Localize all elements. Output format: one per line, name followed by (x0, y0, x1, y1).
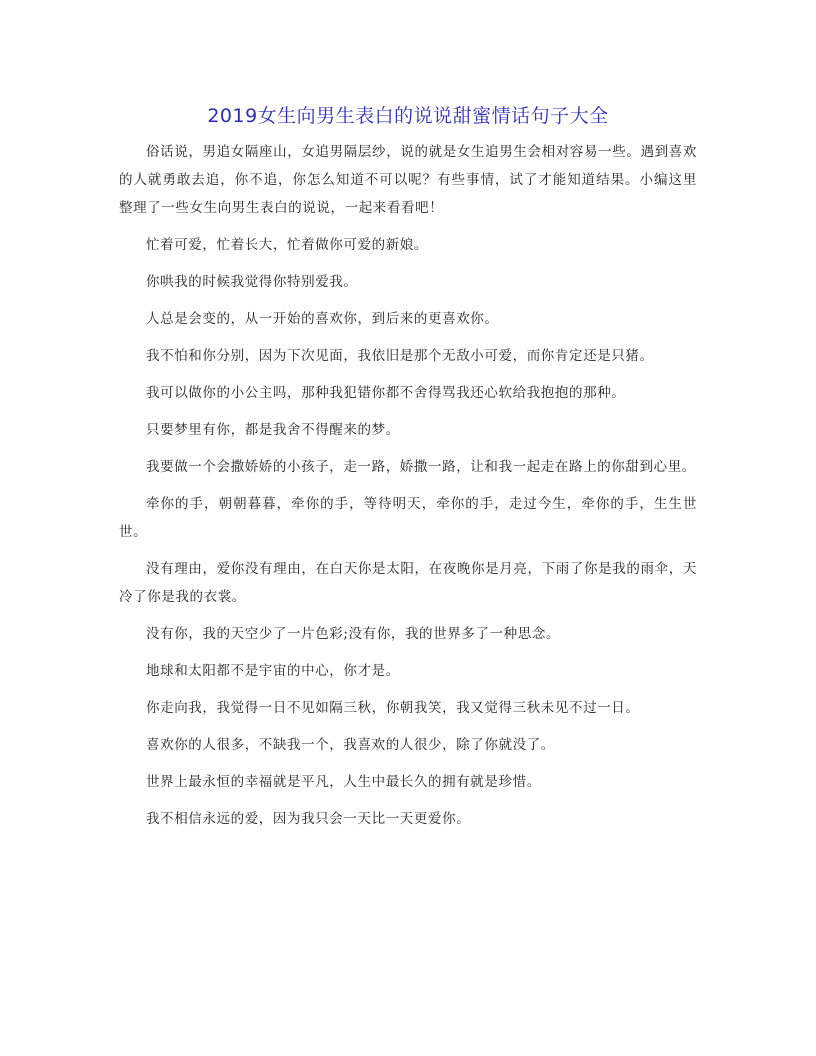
paragraph: 我可以做你的小公主吗，那种我犯错你都不舍得骂我还心软给我抱抱的那种。 (146, 385, 626, 401)
paragraph: 地球和太阳都不是宇宙的中心，你才是。 (146, 663, 400, 679)
paragraph: 俗话说，男追女隔座山，女追男隔层纱，说的就是女生追男生会相对容易一些。遇到喜欢的人就勇敢去追，你不追，你怎么知道不可以呢？有些事情，试了才能知道结果。小编这里整理了一些女生向男生表白的说说，一起来看看吧！ (119, 144, 697, 216)
paragraph: 忙着可爱，忙着长大，忙着做你可爱的新娘。 (146, 237, 428, 253)
document-title: 2019女生向男生表白的说说甜蜜情话句子大全 (207, 105, 609, 127)
paragraph: 我要做一个会撒娇娇的小孩子，走一路，娇撒一路，让和我一起走在路上的你甜到心里。 (146, 459, 696, 475)
paragraph: 没有你，我的天空少了一片色彩;没有你，我的世界多了一种思念。 (146, 626, 561, 642)
paragraph: 牵你的手，朝朝暮暮，牵你的手，等待明天，牵你的手，走过今生，牵你的手，生生世世。 (119, 496, 697, 540)
paragraph: 我不怕和你分别，因为下次见面，我依旧是那个无敌小可爱，而你肯定还是只猪。 (146, 348, 654, 364)
paragraph: 我不相信永远的爱，因为我只会一天比一天更爱你。 (146, 811, 471, 827)
paragraph: 你走向我，我觉得一日不见如隔三秋，你朝我笑，我又觉得三秋未见不过一日。 (146, 700, 640, 716)
paragraph: 世界上最永恒的幸福就是平凡，人生中最长久的拥有就是珍惜。 (146, 774, 541, 790)
paragraph: 只要梦里有你，都是我舍不得醒来的梦。 (146, 422, 400, 438)
document-body (119, 138, 697, 842)
paragraph: 人总是会变的，从一开始的喜欢你，到后来的更喜欢你。 (146, 311, 499, 327)
paragraph: 喜欢你的人很多，不缺我一个，我喜欢的人很少，除了你就没了。 (146, 737, 555, 753)
paragraph: 你哄我的时候我觉得你特别爱我。 (146, 274, 358, 290)
paragraph: 没有理由，爱你没有理由，在白天你是太阳，在夜晚你是月亮，下雨了你是我的雨伞，天冷了你是我的衣裳。 (119, 561, 697, 605)
